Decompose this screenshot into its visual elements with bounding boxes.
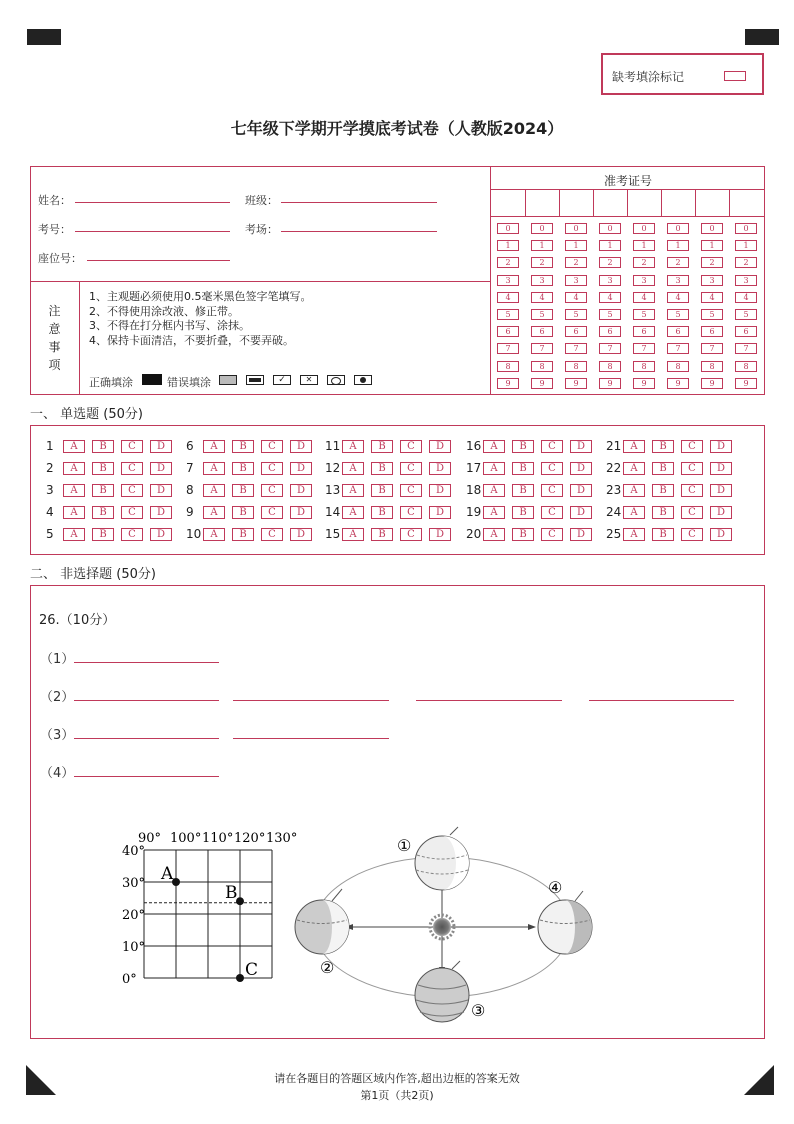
answer-bubble-b[interactable]: B (371, 462, 393, 475)
answer-bubble-c[interactable]: C (400, 484, 422, 497)
answer-bubble-a[interactable]: A (203, 506, 225, 519)
header-divider-vertical (490, 166, 491, 395)
answer-bubble-b[interactable]: B (232, 528, 254, 541)
exam-id-bubble[interactable]: 8 (599, 361, 621, 372)
question-number: 9 (186, 505, 194, 519)
answer-bubble-c[interactable]: C (261, 506, 283, 519)
exam-id-bubble[interactable]: 6 (701, 326, 723, 337)
earth-position-3 (415, 961, 469, 1022)
answer-bubble-c[interactable]: C (121, 462, 143, 475)
exam-id-bubble[interactable]: 6 (497, 326, 519, 337)
exam-id-bubble[interactable]: 2 (667, 257, 689, 268)
notes-side-label (30, 282, 80, 395)
exam-id-bubble[interactable]: 5 (565, 309, 587, 320)
point-c (236, 974, 244, 982)
answer-bubble-c[interactable]: C (681, 440, 703, 453)
answer-bubble-c[interactable]: C (400, 506, 422, 519)
answer-bubble-b[interactable]: B (652, 462, 674, 475)
answer-bubble-a[interactable]: A (342, 440, 364, 453)
footer-instruction: 请在各题目的答题区域内作答,超出边框的答案无效 (274, 1072, 520, 1085)
point-label-b: B (225, 883, 238, 904)
answer-bubble-c[interactable]: C (541, 462, 563, 475)
answer-bubble-d[interactable]: D (150, 484, 172, 497)
wrong-fill-cross-sample: ✕ (300, 375, 318, 385)
answer-bubble-c[interactable]: C (261, 462, 283, 475)
answer-bubble-d[interactable]: D (570, 506, 592, 519)
exam-id-bubble[interactable]: 3 (667, 275, 689, 286)
answer-bubble-d[interactable]: D (290, 484, 312, 497)
exam-id-bubble[interactable]: 7 (667, 343, 689, 354)
exam-id-bubble[interactable]: 0 (497, 223, 519, 234)
question-number: 6 (186, 439, 194, 453)
exam-id-bubble[interactable]: 7 (497, 343, 519, 354)
lat-tick-label: 10° (122, 940, 146, 955)
question-number: 10 (186, 527, 202, 541)
answer-bubble-b[interactable]: B (512, 506, 534, 519)
exam-id-write-cell[interactable] (492, 190, 525, 216)
lon-tick-label: 130° (266, 831, 298, 846)
answer-bubble-d[interactable]: D (710, 484, 732, 497)
earth-position-2 (295, 889, 349, 954)
earth-orbit-figure (290, 825, 600, 1030)
exam-id-bubble[interactable]: 1 (633, 240, 655, 251)
answer-bubble-b[interactable]: B (92, 462, 114, 475)
question-number: 12 (325, 461, 341, 475)
exam-id-bubble[interactable]: 4 (633, 292, 655, 303)
answer-bubble-a[interactable]: A (63, 440, 85, 453)
answer-bubble-b[interactable]: B (371, 528, 393, 541)
answer-bubble-b[interactable]: B (92, 440, 114, 453)
earth-position-4 (538, 891, 592, 954)
lon-tick-label: 110° (202, 831, 234, 846)
exam-id-bubble[interactable]: 8 (735, 361, 757, 372)
answer-bubble-d[interactable]: D (710, 506, 732, 519)
exam-room-label: 考场： (245, 223, 278, 236)
exam-id-bubble[interactable]: 7 (599, 343, 621, 354)
exam-id-bubble[interactable]: 3 (531, 275, 553, 286)
question-number: 22 (606, 461, 622, 475)
answer-bubble-b[interactable]: B (652, 484, 674, 497)
answer-bubble-c[interactable]: C (681, 484, 703, 497)
answer-bubble-a[interactable]: A (623, 484, 645, 497)
orbit-label-2: ② (320, 958, 335, 977)
question-26-title: 26.（10分） (39, 613, 116, 628)
part-4-answer-1[interactable] (74, 776, 219, 777)
answer-bubble-d[interactable]: D (710, 462, 732, 475)
exam-id-bubble[interactable]: 0 (735, 223, 757, 234)
exam-id-bubble[interactable]: 9 (531, 378, 553, 389)
header-divider-horizontal (30, 281, 490, 282)
exam-id-write-cell[interactable] (696, 190, 729, 216)
part-4-label: （4） (40, 766, 75, 781)
answer-bubble-b[interactable]: B (232, 506, 254, 519)
exam-id-bubble[interactable]: 4 (565, 292, 587, 303)
exam-id-bubble[interactable]: 9 (599, 378, 621, 389)
answer-bubble-d[interactable]: D (290, 506, 312, 519)
point-label-c: C (245, 960, 259, 980)
exam-id-bubble[interactable]: 8 (497, 361, 519, 372)
part-2-answer-4[interactable] (589, 700, 734, 701)
exam-id-bubble[interactable]: 6 (599, 326, 621, 337)
answer-bubble-b[interactable]: B (652, 528, 674, 541)
exam-id-bubble[interactable]: 2 (497, 257, 519, 268)
registration-mark-top-right (745, 29, 779, 45)
answer-bubble-c[interactable]: C (681, 462, 703, 475)
answer-bubble-b[interactable]: B (371, 484, 393, 497)
exam-id-bubble[interactable]: 3 (565, 275, 587, 286)
wrong-fill-grey-sample (219, 375, 237, 385)
question-number: 18 (466, 483, 482, 497)
note-item: 2、不得使用涂改液、修正带。 (89, 304, 239, 318)
section1-title: 一、 单选题 (50分) (30, 407, 143, 422)
answer-bubble-a[interactable]: A (483, 528, 505, 541)
answer-bubble-d[interactable]: D (429, 528, 451, 541)
exam-id-bubble[interactable]: 2 (633, 257, 655, 268)
earth-position-1 (415, 827, 469, 890)
exam-id-bubble[interactable]: 2 (701, 257, 723, 268)
answer-bubble-a[interactable]: A (623, 528, 645, 541)
answer-bubble-d[interactable]: D (290, 440, 312, 453)
question-number: 4 (46, 505, 54, 519)
exam-id-bubble[interactable]: 9 (735, 378, 757, 389)
exam-id-bubble[interactable]: 4 (531, 292, 553, 303)
note-item: 3、不得在打分框内书写、涂抹。 (89, 319, 250, 332)
exam-id-bubble[interactable]: 2 (599, 257, 621, 268)
exam-id-bubble[interactable]: 4 (701, 292, 723, 303)
exam-id-bubble[interactable]: 5 (599, 309, 621, 320)
question-number: 24 (606, 505, 622, 519)
notes-side-char: 注 (48, 304, 61, 318)
sun (433, 918, 451, 936)
exam-id-bubble[interactable]: 1 (599, 240, 621, 251)
latlon-grid-figure (110, 825, 300, 1000)
part-2-answer-2[interactable] (233, 700, 389, 701)
answer-bubble-b[interactable]: B (92, 506, 114, 519)
answer-bubble-b[interactable]: B (232, 440, 254, 453)
note-item: 1、主观题必须使用0.5毫米黑色签字笔填写。 (89, 290, 312, 303)
exam-id-bubble[interactable]: 7 (701, 343, 723, 354)
part-1-answer-1[interactable] (74, 662, 219, 663)
answer-bubble-c[interactable]: C (541, 506, 563, 519)
correct-fill-label: 正确填涂 (89, 376, 133, 389)
answer-bubble-a[interactable]: A (623, 506, 645, 519)
orbit-label-4: ④ (548, 878, 563, 897)
question-number: 8 (186, 483, 194, 497)
answer-bubble-a[interactable]: A (63, 528, 85, 541)
page-title: 七年级下学期开学摸底考试卷（人教版2024） (230, 119, 564, 138)
answer-bubble-d[interactable]: D (290, 462, 312, 475)
exam-id-bubble[interactable]: 2 (531, 257, 553, 268)
answer-bubble-b[interactable]: B (232, 484, 254, 497)
exam-id-bubble[interactable]: 8 (633, 361, 655, 372)
answer-bubble-a[interactable]: A (623, 462, 645, 475)
part-3-label: （3） (40, 728, 75, 743)
exam-id-bubble[interactable]: 0 (667, 223, 689, 234)
answer-bubble-b[interactable]: B (232, 462, 254, 475)
answer-bubble-d[interactable]: D (150, 440, 172, 453)
answer-bubble-a[interactable]: A (63, 462, 85, 475)
answer-bubble-a[interactable]: A (342, 528, 364, 541)
missing-mark-box (601, 53, 764, 95)
exam-id-bubble[interactable]: 5 (497, 309, 519, 320)
lat-tick-label: 0° (122, 972, 137, 987)
answer-bubble-a[interactable]: A (203, 462, 225, 475)
question-number: 25 (606, 527, 622, 541)
exam-id-bubble[interactable]: 9 (701, 378, 723, 389)
exam-id-bubble[interactable]: 9 (565, 378, 587, 389)
answer-bubble-d[interactable]: D (429, 440, 451, 453)
answer-bubble-d[interactable]: D (570, 440, 592, 453)
question-number: 20 (466, 527, 482, 541)
answer-bubble-c[interactable]: C (261, 528, 283, 541)
answer-bubble-d[interactable]: D (570, 484, 592, 497)
exam-id-bubble[interactable]: 0 (565, 223, 587, 234)
name-label: 姓名： (38, 194, 71, 207)
answer-bubble-b[interactable]: B (512, 440, 534, 453)
lat-tick-label: 30° (122, 876, 146, 891)
answer-bubble-b[interactable]: B (512, 484, 534, 497)
answer-bubble-d[interactable]: D (570, 528, 592, 541)
exam-id-bubble[interactable]: 8 (667, 361, 689, 372)
exam-id-bubble[interactable]: 5 (667, 309, 689, 320)
answer-bubble-a[interactable]: A (483, 506, 505, 519)
answer-bubble-c[interactable]: C (400, 528, 422, 541)
answer-bubble-c[interactable]: C (541, 484, 563, 497)
lon-tick-label: 90° (138, 831, 162, 846)
answer-bubble-c[interactable]: C (121, 528, 143, 541)
answer-bubble-d[interactable]: D (710, 440, 732, 453)
answer-bubble-a[interactable]: A (203, 440, 225, 453)
exam-id-write-cell[interactable] (594, 190, 627, 216)
exam-id-bubble[interactable]: 1 (701, 240, 723, 251)
answer-bubble-a[interactable]: A (342, 506, 364, 519)
exam-id-write-divider (491, 216, 765, 217)
answer-bubble-d[interactable]: D (429, 462, 451, 475)
part-2-answer-3[interactable] (416, 700, 562, 701)
answer-bubble-b[interactable]: B (92, 528, 114, 541)
exam-id-bubble[interactable]: 6 (565, 326, 587, 337)
exam-id-bubble[interactable]: 4 (599, 292, 621, 303)
section2-title: 二、 非选择题 (50分) (30, 567, 156, 582)
exam-id-bubble[interactable]: 9 (667, 378, 689, 389)
exam-id-bubble[interactable]: 0 (701, 223, 723, 234)
exam-id-bubble[interactable]: 8 (565, 361, 587, 372)
exam-id-bubble[interactable]: 3 (701, 275, 723, 286)
answer-bubble-b[interactable]: B (371, 506, 393, 519)
notes-side-char: 事 (48, 340, 61, 354)
exam-id-bubble[interactable]: 3 (599, 275, 621, 286)
wrong-fill-dot-sample (354, 375, 372, 385)
exam-id-bubble[interactable]: 2 (565, 257, 587, 268)
exam-id-write-cell[interactable] (560, 190, 593, 216)
answer-bubble-c[interactable]: C (541, 440, 563, 453)
correct-fill-sample (142, 374, 162, 385)
exam-id-bubble[interactable]: 8 (701, 361, 723, 372)
exam-id-bubble[interactable]: 1 (497, 240, 519, 251)
wrong-fill-bar-sample (246, 375, 264, 385)
exam-id-bubble[interactable]: 5 (633, 309, 655, 320)
exam-id-bubble[interactable]: 0 (633, 223, 655, 234)
answer-bubble-c[interactable]: C (400, 440, 422, 453)
exam-id-bubble[interactable]: 9 (497, 378, 519, 389)
seat-field[interactable] (87, 260, 230, 261)
answer-bubble-b[interactable]: B (652, 440, 674, 453)
arrow-right (528, 924, 536, 930)
answer-bubble-b[interactable]: B (92, 484, 114, 497)
exam-id-bubble[interactable]: 7 (735, 343, 757, 354)
answer-bubble-c[interactable]: C (121, 484, 143, 497)
question-number: 21 (606, 439, 622, 453)
answer-bubble-a[interactable]: A (63, 484, 85, 497)
answer-bubble-a[interactable]: A (483, 440, 505, 453)
answer-bubble-b[interactable]: B (512, 528, 534, 541)
exam-id-bubble[interactable]: 9 (633, 378, 655, 389)
notes-side-char: 项 (48, 358, 61, 372)
wrong-fill-label: 错误填涂 (167, 376, 211, 389)
answer-bubble-a[interactable]: A (483, 462, 505, 475)
lat-tick-label: 20° (122, 908, 146, 923)
wrong-fill-check-sample: ✓ (273, 375, 291, 385)
lat-tick-label: 40° (122, 844, 146, 859)
answer-bubble-d[interactable]: D (429, 506, 451, 519)
orbit-label-3: ③ (471, 1001, 486, 1020)
registration-mark-top-left (27, 29, 61, 45)
exam-room-field[interactable] (281, 231, 437, 232)
answer-bubble-d[interactable]: D (710, 528, 732, 541)
question-number: 13 (325, 483, 341, 497)
name-field[interactable] (75, 202, 230, 203)
exam-id-bubble[interactable]: 0 (599, 223, 621, 234)
exam-id-bubble[interactable]: 6 (735, 326, 757, 337)
answer-bubble-b[interactable]: B (371, 440, 393, 453)
exam-id-bubble[interactable]: 4 (667, 292, 689, 303)
answer-bubble-c[interactable]: C (261, 484, 283, 497)
question-number: 15 (325, 527, 341, 541)
exam-id-title: 准考证号 (603, 174, 652, 188)
exam-id-bubble[interactable]: 7 (531, 343, 553, 354)
question-number: 3 (46, 483, 54, 497)
exam-id-bubble[interactable]: 8 (531, 361, 553, 372)
answer-bubble-c[interactable]: C (681, 506, 703, 519)
answer-bubble-b[interactable]: B (652, 506, 674, 519)
question-number: 17 (466, 461, 482, 475)
answer-bubble-d[interactable]: D (429, 484, 451, 497)
exam-id-bubble[interactable]: 1 (531, 240, 553, 251)
answer-bubble-a[interactable]: A (203, 528, 225, 541)
exam-id-bubble[interactable]: 1 (667, 240, 689, 251)
question-number: 23 (606, 483, 622, 497)
lon-tick-label: 120° (234, 831, 266, 846)
missing-mark-bubble[interactable] (724, 71, 746, 81)
answer-bubble-c[interactable]: C (400, 462, 422, 475)
notes-side-char: 意 (48, 322, 61, 336)
note-item: 4、保持卡面清洁，不要折叠，不要弄破。 (89, 333, 294, 347)
question-number: 14 (325, 505, 341, 519)
missing-mark-label: 缺考填涂标记 (612, 70, 685, 84)
question-number: 19 (466, 505, 482, 519)
answer-bubble-c[interactable]: C (541, 528, 563, 541)
answer-bubble-c[interactable]: C (681, 528, 703, 541)
exam-id-bubble[interactable]: 4 (497, 292, 519, 303)
exam-id-bubble[interactable]: 3 (633, 275, 655, 286)
exam-no-label: 考号： (38, 223, 71, 236)
exam-id-bubble[interactable]: 5 (531, 309, 553, 320)
question-number: 7 (186, 461, 194, 475)
exam-id-bubble[interactable]: 6 (633, 326, 655, 337)
orbit-label-1: ① (397, 836, 412, 855)
notes-list (89, 290, 312, 348)
point-label-a: A (161, 864, 174, 884)
exam-id-bubble[interactable]: 3 (497, 275, 519, 286)
part-3-answer-2[interactable] (233, 738, 389, 739)
class-label: 班级： (245, 194, 278, 207)
exam-id-bubble[interactable]: 4 (735, 292, 757, 303)
answer-bubble-a[interactable]: A (342, 462, 364, 475)
exam-id-bubble[interactable]: 5 (701, 309, 723, 320)
answer-bubble-a[interactable]: A (483, 484, 505, 497)
exam-id-bubble[interactable]: 7 (565, 343, 587, 354)
part-2-label: （2） (40, 690, 75, 705)
lon-tick-label: 100° (170, 831, 202, 846)
answer-bubble-a[interactable]: A (342, 484, 364, 497)
part-3-answer-1[interactable] (74, 738, 219, 739)
exam-id-write-cell[interactable] (662, 190, 695, 216)
question-number: 11 (325, 439, 341, 453)
exam-no-field[interactable] (75, 231, 230, 232)
exam-id-write-cell[interactable] (628, 190, 661, 216)
answer-bubble-c[interactable]: C (121, 440, 143, 453)
answer-bubble-b[interactable]: B (512, 462, 534, 475)
answer-bubble-c[interactable]: C (261, 440, 283, 453)
question-number: 1 (46, 439, 54, 453)
footer-page-number: 第1页（共2页) (360, 1089, 434, 1102)
answer-bubble-a[interactable]: A (623, 440, 645, 453)
exam-id-bubble[interactable]: 6 (531, 326, 553, 337)
exam-id-bubble[interactable]: 0 (531, 223, 553, 234)
answer-bubble-c[interactable]: C (121, 506, 143, 519)
exam-id-bubble[interactable]: 5 (735, 309, 757, 320)
answer-bubble-d[interactable]: D (150, 506, 172, 519)
part-2-answer-1[interactable] (74, 700, 219, 701)
answer-bubble-d[interactable]: D (150, 528, 172, 541)
answer-bubble-d[interactable]: D (150, 462, 172, 475)
exam-id-bubble[interactable]: 2 (735, 257, 757, 268)
answer-bubble-d[interactable]: D (290, 528, 312, 541)
exam-id-bubble[interactable]: 6 (667, 326, 689, 337)
exam-id-bubble[interactable]: 1 (735, 240, 757, 251)
part-1-label: （1） (40, 652, 75, 667)
exam-id-bubble[interactable]: 1 (565, 240, 587, 251)
question-number: 2 (46, 461, 54, 475)
question-number: 16 (466, 439, 482, 453)
exam-id-write-cell[interactable] (730, 190, 763, 216)
question-number: 5 (46, 527, 54, 541)
wrong-fill-circle-sample (327, 375, 345, 385)
answer-bubble-a[interactable]: A (203, 484, 225, 497)
exam-id-bubble[interactable]: 3 (735, 275, 757, 286)
seat-label: 座位号： (38, 252, 82, 265)
exam-id-write-cell[interactable] (526, 190, 559, 216)
class-field[interactable] (281, 202, 437, 203)
exam-id-bubble[interactable]: 7 (633, 343, 655, 354)
answer-bubble-a[interactable]: A (63, 506, 85, 519)
answer-bubble-d[interactable]: D (570, 462, 592, 475)
